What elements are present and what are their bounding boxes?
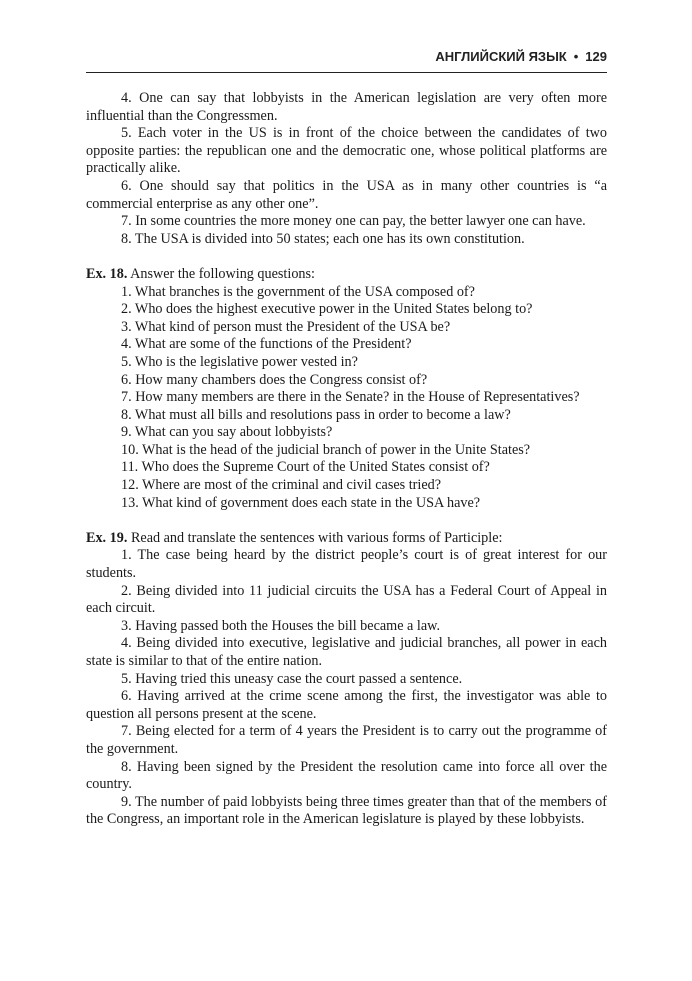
header-title: АНГЛИЙСКИЙ ЯЗЫК [435, 49, 567, 64]
question-item: 11. Who does the Supreme Court of the United States consist of? [121, 459, 490, 476]
sentence-item: 4. Being divided into executive, legislative and judicial branches, all power in each state is similar to that of the entire nation. [86, 635, 607, 669]
exercise-19-label: Ex. 19. [86, 529, 128, 546]
sentence-item: 7. Being elected for a term of 4 years the President is to carry out the programme of the government. [86, 723, 607, 757]
question-item: 13. What kind of government does each state in the USA have? [121, 494, 481, 511]
question-item: 10. What is the head of the judicial branch of power in the Unite States? [121, 441, 531, 458]
page-body [86, 90, 607, 829]
statement: 7. In some countries the more money one can pay, the better lawyer one can have. [121, 213, 586, 230]
page-number: 129 [585, 49, 607, 64]
question-item: 7. How many members are there in the Senate? in the House of Representatives? [121, 389, 580, 406]
question-item: 12. Where are most of the criminal and civil cases tried? [121, 477, 442, 494]
question-item: 9. What can you say about lobbyists? [121, 424, 333, 441]
question-item: 5. Who is the legislative power vested in? [121, 353, 358, 370]
exercise-19-heading [86, 530, 607, 548]
header-separator: • [573, 49, 579, 64]
question-item: 6. How many chambers does the Congress consist of? [121, 371, 428, 388]
question-item: 1. What branches is the government of the USA composed of? [121, 283, 475, 300]
sentence-item: 3. Having passed both the Houses the bill became a law. [121, 617, 441, 634]
statement: 5. Each voter in the US is in front of the choice between the candidates of two opposite parties: the republican one and the democratic one, whose political platforms are practically alike. [86, 125, 607, 177]
running-header [86, 48, 607, 73]
statement: 4. One can say that lobbyists in the American legislation are very often more influential than the Congressmen. [86, 90, 607, 124]
sentence-item: 1. The case being heard by the district people’s court is of great interest for our students. [86, 547, 607, 582]
question-item: 8. What must all bills and resolutions pass in order to become a law? [121, 406, 511, 423]
exercise-18-heading [86, 266, 607, 284]
sentence-item: 6. Having arrived at the crime scene among the first, the investigator was able to question all persons present at the scene. [86, 688, 607, 722]
sentence-item: 9. The number of paid lobbyists being three times greater than that of the members of the Congress, an important role in the American legislature is played by these lobbyists. [86, 793, 607, 828]
statement: 6. One should say that politics in the USA as in many other countries is “a commercial enterprise as any other one”. [86, 177, 607, 212]
exercise-18-instruction: Answer the following questions: [130, 265, 315, 282]
exercise-18-label: Ex. 18. [86, 265, 128, 282]
question-item: 4. What are some of the functions of the President? [121, 336, 412, 353]
sentence-item: 8. Having been signed by the President the resolution came into force all over the country. [86, 758, 607, 793]
book-page [86, 48, 607, 829]
sentence-item: 5. Having tried this uneasy case the court passed a sentence. [121, 670, 463, 687]
question-item: 3. What kind of person must the President of the USA be? [121, 318, 451, 335]
statement: 8. The USA is divided into 50 states; each one has its own constitution. [121, 230, 525, 247]
question-item: 2. Who does the highest executive power in the United States belong to? [121, 301, 533, 318]
sentence-item: 2. Being divided into 11 judicial circuits the USA has a Federal Court of Appeal in each circuit. [86, 582, 607, 617]
exercise-19-instruction: Read and translate the sentences with various forms of Participle: [130, 529, 503, 546]
